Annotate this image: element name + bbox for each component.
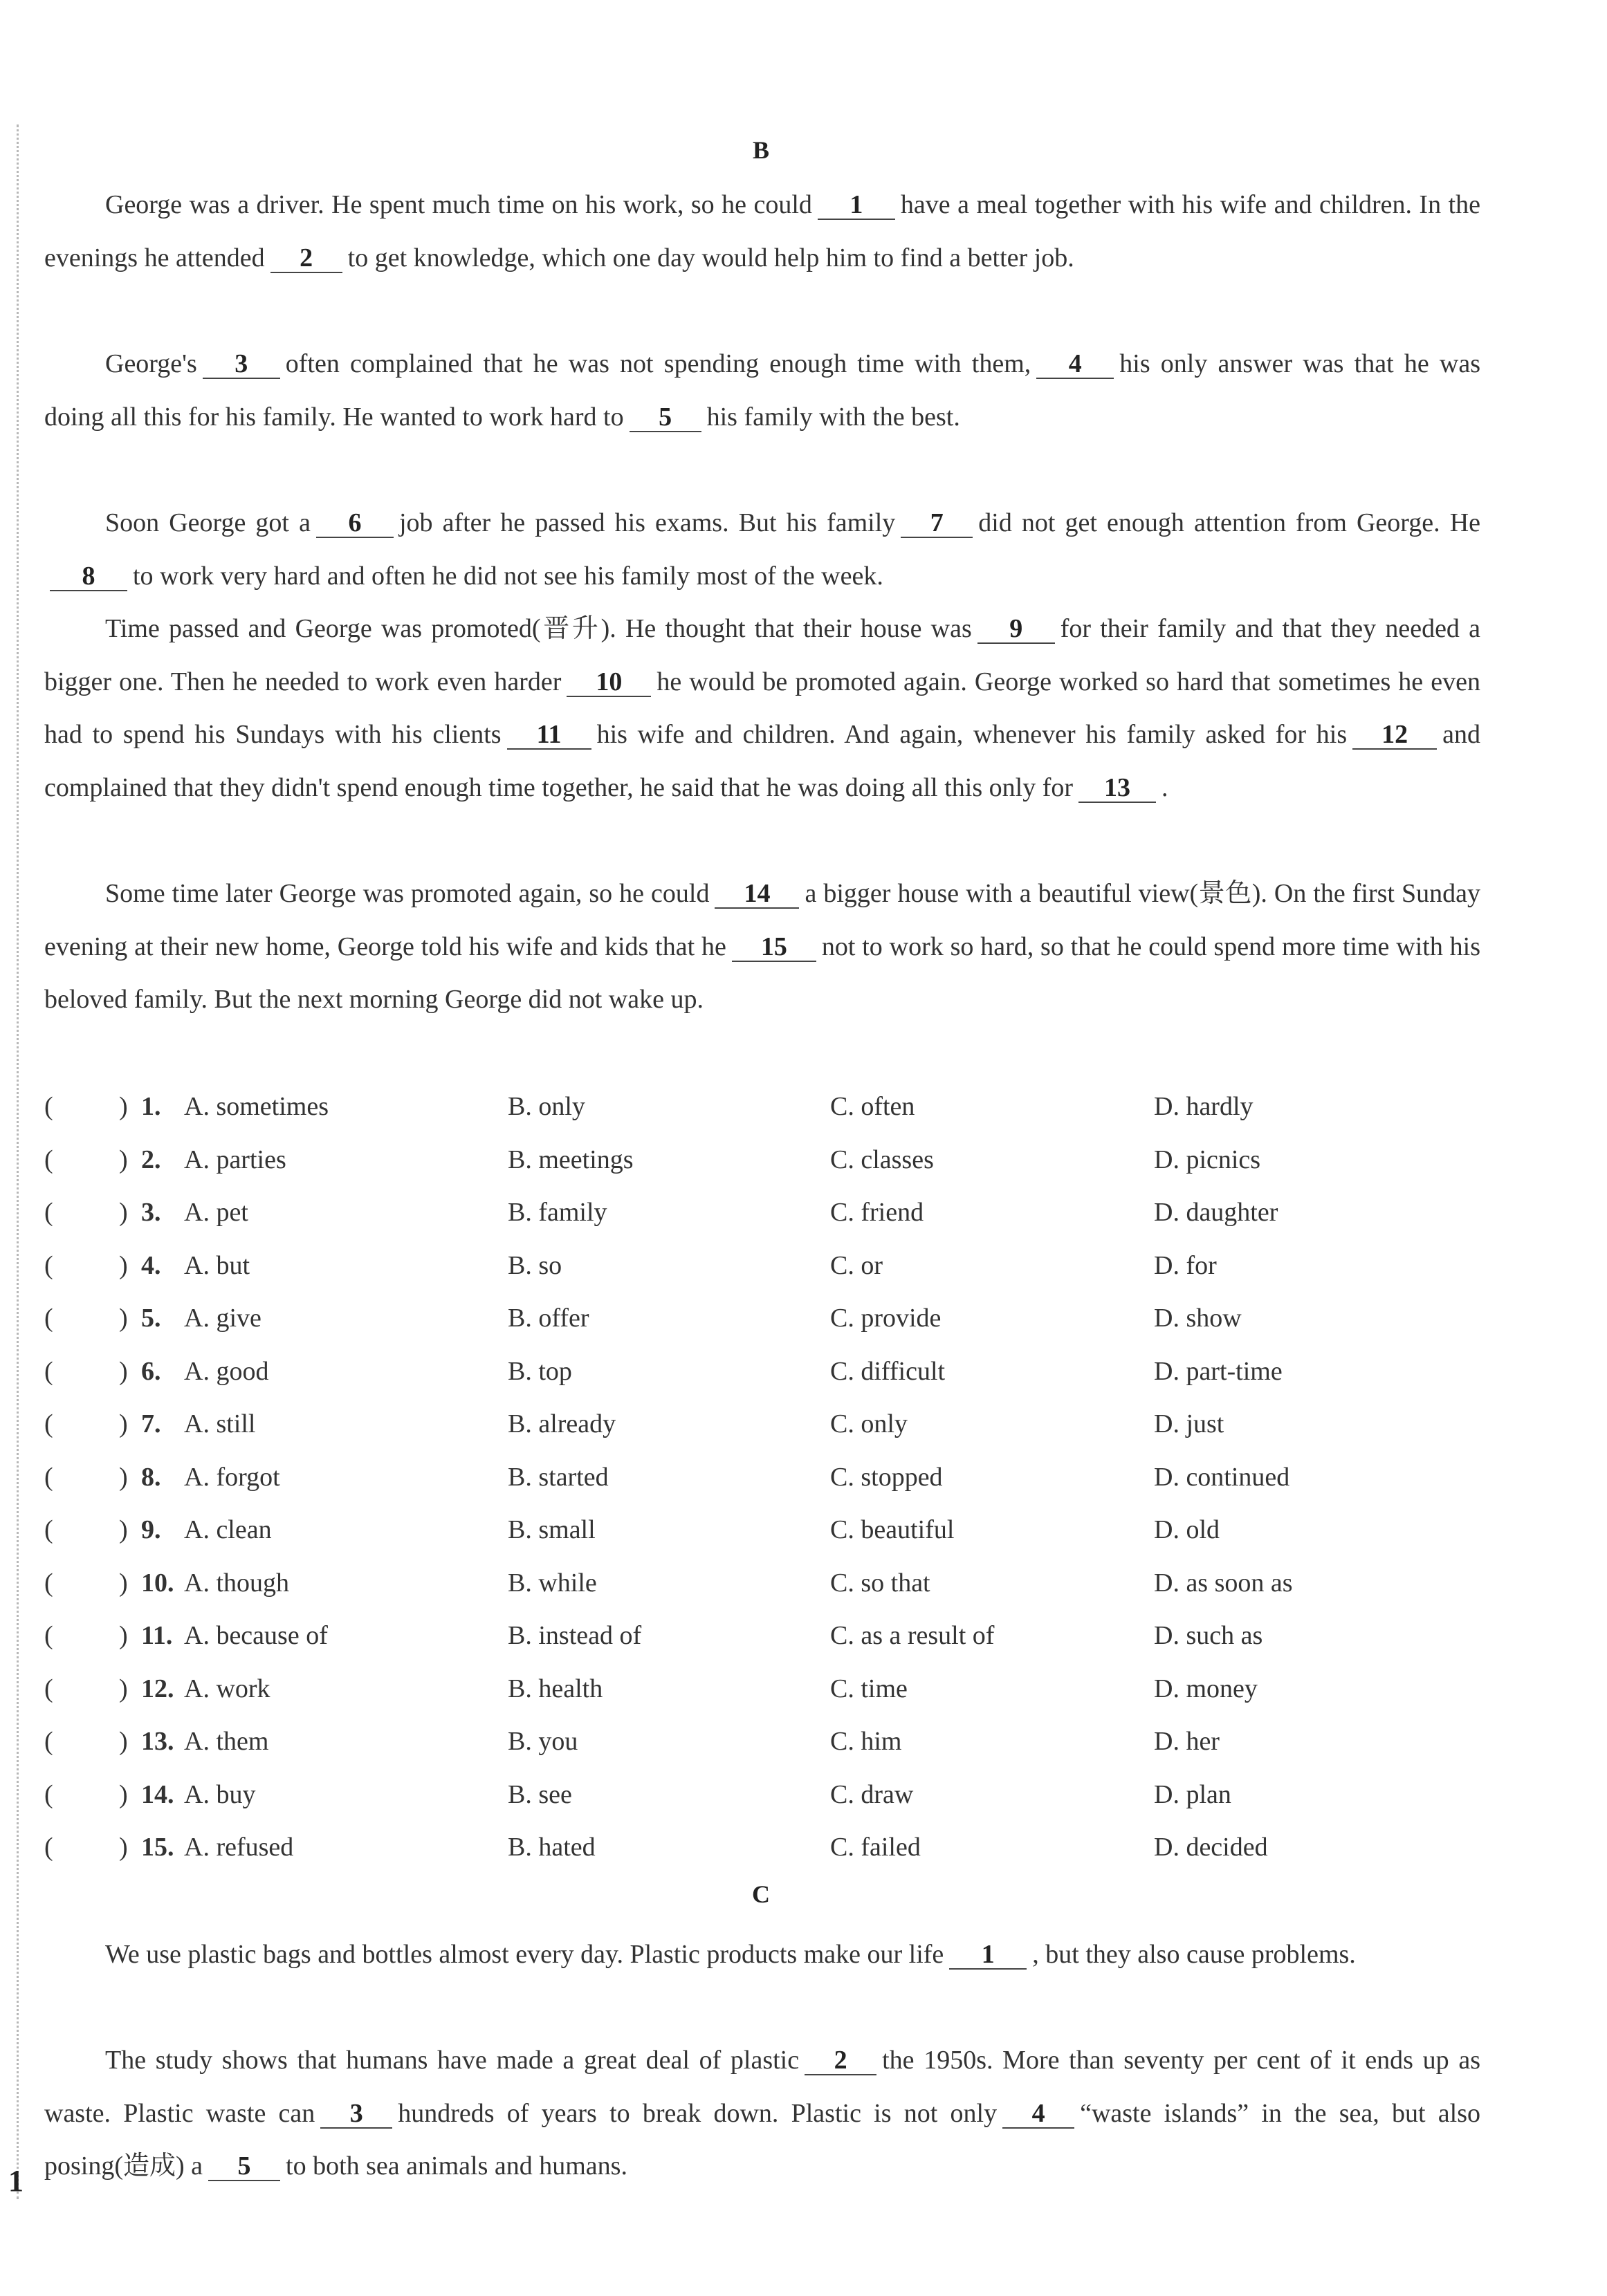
question-number: 2.	[141, 1145, 161, 1174]
blank-14[interactable]: 14	[715, 880, 799, 909]
blank-9[interactable]: 9	[977, 615, 1055, 644]
answer-bracket-close: )	[119, 1515, 128, 1544]
option-c[interactable]: C. him	[830, 1727, 902, 1756]
option-b[interactable]: B. already	[508, 1409, 616, 1438]
answer-bracket-open: (	[44, 1409, 53, 1438]
answer-bracket-open: (	[44, 1727, 53, 1756]
answer-bracket-close: )	[119, 1568, 128, 1598]
answer-bracket-close: )	[119, 1250, 128, 1280]
section-c-paragraph-1: We use plastic bags and bottles almost every day. Plastic products make our life 1 , but they also cause problems.	[105, 1940, 1356, 1969]
option-d[interactable]: D. her	[1154, 1727, 1220, 1756]
option-a[interactable]: A. pet	[184, 1198, 248, 1227]
option-a[interactable]: A. because of	[184, 1621, 328, 1650]
page-number: 1	[8, 2164, 24, 2198]
question-number: 6.	[141, 1356, 161, 1386]
section-b-paragraph-5: Some time later George was promoted again, so he could 14 a bigger house with a beautiful view(景色). On the first Sunday evening at their new home, George told his wife and kids that he 15 not to work so hard, so that he could spend more time with his beloved family. But the next morning George did not wake up.	[44, 879, 1481, 1014]
answer-bracket-open: (	[44, 1356, 53, 1386]
answer-bracket-open: (	[44, 1145, 53, 1174]
option-c[interactable]: C. often	[830, 1092, 915, 1121]
question-number: 14.	[141, 1779, 174, 1809]
answer-bracket-close: )	[119, 1674, 128, 1703]
blank-6[interactable]: 6	[316, 509, 394, 538]
option-a[interactable]: A. buy	[184, 1779, 256, 1809]
section-b-paragraph-3: Soon George got a 6 job after he passed his exams. But his family 7 did not get enough attention from George. He8 to work very hard and often he did not see his family most of the week.	[44, 497, 1480, 602]
option-d[interactable]: D. continued	[1154, 1462, 1290, 1492]
option-a[interactable]: A. refused	[184, 1833, 294, 1862]
option-b[interactable]: B. hated	[508, 1833, 596, 1862]
option-d[interactable]: D. daughter	[1154, 1198, 1278, 1227]
answer-bracket-close: )	[119, 1092, 128, 1121]
option-a[interactable]: A. give	[184, 1304, 261, 1333]
question-number: 13.	[141, 1727, 174, 1756]
option-a[interactable]: A. clean	[184, 1515, 272, 1544]
option-b[interactable]: B. family	[508, 1198, 607, 1227]
question-number: 7.	[141, 1409, 161, 1438]
option-a[interactable]: A. but	[184, 1250, 250, 1280]
blank-3[interactable]: 3	[203, 350, 280, 379]
section-b-paragraph-1: George was a driver. He spent much time on his work, so he could 1 have a meal together with his wife and children. In the evenings he attended 2 to get knowledge, which one day would help him to find a better job.	[44, 190, 1480, 272]
option-c[interactable]: C. difficult	[830, 1356, 946, 1386]
answer-bracket-close: )	[119, 1727, 128, 1756]
option-b[interactable]: B. started	[508, 1462, 609, 1492]
option-b[interactable]: B. offer	[508, 1304, 589, 1333]
question-number: 5.	[141, 1304, 161, 1333]
option-c[interactable]: C. failed	[830, 1833, 921, 1862]
option-c[interactable]: C. stopped	[830, 1462, 943, 1492]
answer-bracket-close: )	[119, 1198, 128, 1227]
option-d[interactable]: D. part-time	[1154, 1356, 1283, 1386]
option-c[interactable]: C. provide	[830, 1304, 942, 1333]
answer-bracket-open: (	[44, 1304, 53, 1333]
option-a[interactable]: A. them	[184, 1727, 269, 1756]
option-b[interactable]: B. only	[508, 1092, 585, 1121]
answer-bracket-open: (	[44, 1833, 53, 1862]
section-b-paragraph-4: Time passed and George was promoted(晋升). He thought that their house was 9 for their family and that they needed a bigger one. Then he needed to work even harder 10 he would be promoted again. George worked so hard that sometimes he even had to spend his Sundays with his clients 11 his wife and children. And again, whenever his family asked for his 12 and complained that they didn't spend enough time together, he said that he was doing all this only for 13 .	[44, 614, 1481, 802]
question-number: 11.	[141, 1621, 173, 1650]
option-d[interactable]: D. for	[1154, 1250, 1217, 1280]
answer-bracket-close: )	[119, 1304, 128, 1333]
section-c-paragraph-2: The study shows that humans have made a great deal of plastic 2 the 1950s. More than seventy per cent of it ends up as waste. Plastic waste can 3 hundreds of years to break down. Plastic is not only 4 “waste islands” in the sea, but also posing(造成) a 5 to both sea animals and humans.	[44, 2046, 1480, 2181]
answer-bracket-open: (	[44, 1621, 53, 1650]
option-d[interactable]: D. such as	[1154, 1621, 1263, 1650]
option-a[interactable]: A. work	[184, 1674, 270, 1703]
option-c[interactable]: C. beautiful	[830, 1515, 955, 1544]
option-b[interactable]: B. meetings	[508, 1145, 634, 1174]
answer-bracket-open: (	[44, 1568, 53, 1598]
answer-bracket-close: )	[119, 1621, 128, 1650]
blank-2[interactable]: 2	[270, 244, 342, 273]
question-number: 12.	[141, 1674, 174, 1703]
answer-bracket-open: (	[44, 1674, 53, 1703]
option-a[interactable]: A. parties	[184, 1145, 286, 1174]
option-c[interactable]: C. time	[830, 1674, 908, 1703]
option-c[interactable]: C. draw	[830, 1779, 914, 1809]
answer-bracket-open: (	[44, 1250, 53, 1280]
c-blank-2[interactable]: 2	[805, 2046, 876, 2075]
blank-4[interactable]: 4	[1036, 350, 1114, 379]
c-blank-1[interactable]: 1	[949, 1941, 1027, 1970]
c-blank-5[interactable]: 5	[208, 2152, 280, 2181]
option-d[interactable]: D. decided	[1154, 1833, 1268, 1862]
answer-bracket-close: )	[119, 1145, 128, 1174]
answer-bracket-close: )	[119, 1462, 128, 1492]
option-a[interactable]: A. sometimes	[184, 1092, 329, 1121]
answer-bracket-close: )	[119, 1779, 128, 1809]
blank-15[interactable]: 15	[732, 933, 816, 962]
option-c[interactable]: C. friend	[830, 1198, 924, 1227]
question-number: 3.	[141, 1198, 161, 1227]
option-b[interactable]: B. while	[508, 1568, 597, 1598]
section-b-paragraph-2: George's 3 often complained that he was not spending enough time with them, 4 his only answer was that he was doing all this for his family. He wanted to work hard to 5 his family with the best.	[44, 349, 1481, 432]
blank-8[interactable]: 8	[50, 562, 127, 591]
option-c[interactable]: C. so that	[830, 1568, 930, 1598]
answer-bracket-close: )	[119, 1833, 128, 1862]
question-number: 15.	[141, 1833, 174, 1862]
option-a[interactable]: A. though	[184, 1568, 289, 1598]
option-d[interactable]: D. plan	[1154, 1779, 1231, 1809]
option-b[interactable]: B. health	[508, 1674, 603, 1703]
blank-7[interactable]: 7	[901, 509, 973, 538]
blank-10[interactable]: 10	[567, 668, 651, 697]
option-d[interactable]: D. old	[1154, 1515, 1220, 1544]
question-number: 1.	[141, 1092, 161, 1121]
option-a[interactable]: A. forgot	[184, 1462, 280, 1492]
section-b-title: B	[752, 136, 769, 164]
option-c[interactable]: C. as a result of	[830, 1621, 995, 1650]
question-number: 10.	[141, 1568, 174, 1598]
section-c-title: C	[752, 1880, 770, 1908]
c-blank-3[interactable]: 3	[320, 2100, 392, 2129]
option-c[interactable]: C. or	[830, 1250, 883, 1280]
blank-11[interactable]: 11	[507, 721, 591, 750]
answer-bracket-close: )	[119, 1409, 128, 1438]
blank-12[interactable]: 12	[1352, 721, 1437, 750]
answer-bracket-open: (	[44, 1198, 53, 1227]
option-a[interactable]: A. still	[184, 1409, 256, 1438]
blank-5[interactable]: 5	[630, 403, 701, 432]
answer-bracket-open: (	[44, 1515, 53, 1544]
option-d[interactable]: D. picnics	[1154, 1145, 1261, 1174]
answer-bracket-open: (	[44, 1092, 53, 1121]
option-b[interactable]: B. so	[508, 1250, 562, 1280]
option-d[interactable]: D. hardly	[1154, 1092, 1254, 1121]
question-number: 9.	[141, 1515, 161, 1544]
question-number: 4.	[141, 1250, 161, 1280]
option-b[interactable]: B. see	[508, 1779, 572, 1809]
option-d[interactable]: D. money	[1154, 1674, 1258, 1703]
option-b[interactable]: B. top	[508, 1356, 572, 1386]
answer-bracket-close: )	[119, 1356, 128, 1386]
option-d[interactable]: D. just	[1154, 1409, 1224, 1438]
option-a[interactable]: A. good	[184, 1356, 269, 1386]
option-c[interactable]: C. only	[830, 1409, 908, 1438]
question-number: 8.	[141, 1462, 161, 1492]
answer-bracket-open: (	[44, 1462, 53, 1492]
option-d[interactable]: D. as soon as	[1154, 1568, 1293, 1598]
blank-1[interactable]: 1	[818, 191, 895, 220]
option-d[interactable]: D. show	[1154, 1304, 1242, 1333]
c-blank-4[interactable]: 4	[1002, 2100, 1074, 2129]
answer-bracket-open: (	[44, 1779, 53, 1809]
option-b[interactable]: B. you	[508, 1727, 578, 1756]
option-b[interactable]: B. small	[508, 1515, 596, 1544]
option-c[interactable]: C. classes	[830, 1145, 934, 1174]
blank-13[interactable]: 13	[1078, 774, 1156, 803]
option-b[interactable]: B. instead of	[508, 1621, 642, 1650]
